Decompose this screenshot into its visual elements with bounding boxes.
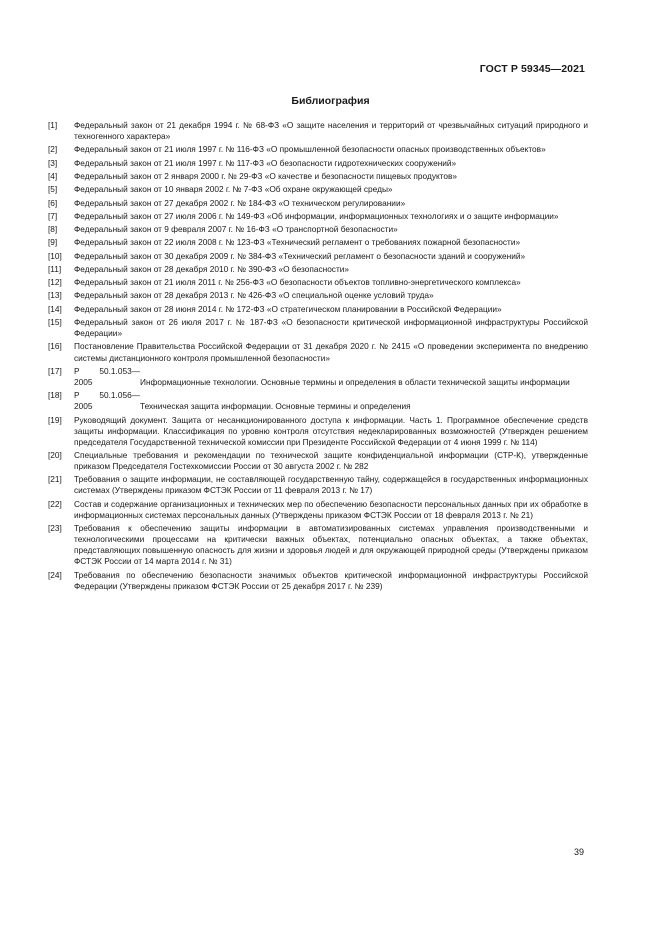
entry-text (74, 277, 588, 288)
entry-number: [18] (48, 390, 62, 401)
entry-number: [16] (48, 341, 62, 352)
bibliography-entry (48, 290, 588, 301)
entry-number: [7] (48, 210, 58, 221)
bibliography-entry (48, 171, 588, 182)
entry-text (74, 366, 588, 388)
entry-number: [5] (48, 184, 58, 195)
entry-body: Федеральный закон от 26 июля 2017 г. № 187-ФЗ «О безопасности критической информационной инфраструктуры Российской Федерации» (74, 317, 588, 339)
bibliography-entry (48, 474, 588, 496)
entry-body: Федеральный закон от 10 января 2002 г. № 7-ФЗ «Об охране окружающей среды» (74, 184, 393, 195)
entry-body: Руководящий документ. Защита от несанкционированного доступа к информации. Часть 1. Программное обеспечение средств защиты информации. Классификация по уровню контроля отсутствия недекларированных возможностей (Утвержден решением председателя Государственной технической комиссии при Президенте Российской Федерации от 4 июня 1999 г. № 114) (74, 414, 588, 447)
entry-body: Федеральный закон от 22 июля 2008 г. № 123-ФЗ «Технический регламент о требованиях пожарной безопасности» (74, 237, 521, 248)
entry-body: Требования о защите информации, не составляющей государственную тайну, содержащейся в государственных информационных системах (Утверждены приказом ФСТЭК России от 11 февраля 2013 г. № 17) (74, 474, 588, 496)
bibliography-entry (48, 450, 588, 472)
entry-body: Федеральный закон от 27 декабря 2002 г. № 184-ФЗ «О техническом регулировании» (74, 197, 406, 208)
entry-number: [3] (48, 157, 58, 168)
entry-body: Федеральный закон от 9 февраля 2007 г. № 16-ФЗ «О транспортной безопасности» (74, 224, 398, 235)
entry-number: [13] (48, 290, 62, 301)
entry-code: Р 50.1.056—2005 (74, 390, 140, 412)
entry-number: [19] (48, 414, 62, 425)
entry-text (74, 211, 588, 222)
entry-body: Требования по обеспечению безопасности значимых объектов критической информационной инфраструктуры Российской Федерации (Утверждены приказом ФСТЭК России от 25 декабря 2017 г. № 239) (74, 569, 588, 591)
entry-body: Федеральный закон от 21 июля 1997 г. № 116-ФЗ «О промышленной безопасности опасных производственных объектов» (74, 144, 546, 155)
bibliography-entry (48, 277, 588, 288)
entry-body: Федеральный закон от 21 декабря 1994 г. № 68-ФЗ «О защите населения и территорий от чрезвычайных ситуаций природного и техногенного характера» (74, 120, 588, 142)
entry-text (74, 290, 588, 301)
bibliography-entry (48, 144, 588, 155)
entry-body: Специальные требования и рекомендации по технической защите конфиденциальной информации (СТР-К), утвержденные приказом Председателя Гостехкомиссии России от 30 августа 2002 г. № 282 (74, 450, 588, 472)
entry-number: [17] (48, 365, 62, 376)
entry-number: [11] (48, 263, 62, 274)
entry-number: [12] (48, 277, 62, 288)
entry-number: [9] (48, 237, 58, 248)
entry-text (74, 251, 588, 262)
entry-number: [22] (48, 498, 62, 509)
entry-body: Федеральный закон от 28 июня 2014 г. № 172-ФЗ «О стратегическом планировании в Российской Федерации» (74, 303, 502, 314)
bibliography-entry (48, 304, 588, 315)
entry-text (74, 144, 588, 155)
bibliography-entry (48, 390, 588, 412)
entry-text (74, 341, 588, 363)
entry-body: Федеральный закон от 2 января 2000 г. № 29-ФЗ «О качестве и безопасности пищевых продуктов» (74, 170, 458, 181)
entry-text (74, 237, 588, 248)
bibliography-entry (48, 224, 588, 235)
bibliography-entry (48, 317, 588, 339)
entry-body: Федеральный закон от 21 июля 2011 г. № 256-ФЗ «О безопасности объектов топливно-энергетического комплекса» (74, 277, 521, 288)
entry-body: Федеральный закон от 28 декабря 2010 г. № 390-ФЗ «О безопасности» (74, 263, 349, 274)
bibliography-entry (48, 499, 588, 521)
entry-body: Федеральный закон от 27 июля 2006 г. № 149-ФЗ «Об информации, информационных технологиях и о защите информации» (74, 210, 559, 221)
entry-number: [14] (48, 303, 62, 314)
standard-number: ГОСТ Р 59345—2021 (479, 63, 585, 75)
entry-text (74, 499, 588, 521)
bibliography-entry (48, 366, 588, 388)
bibliography-entry (48, 523, 588, 567)
entry-body: Федеральный закон от 21 июля 1997 г. № 117-ФЗ «О безопасности гидротехнических сооружений» (74, 157, 457, 168)
bibliography-entry (48, 415, 588, 448)
bibliography-entry (48, 158, 588, 169)
entry-body: Федеральный закон от 30 декабря 2009 г. № 384-ФЗ «Технический регламент о безопасности зданий и сооружений» (74, 250, 526, 261)
entry-text (74, 198, 588, 209)
bibliography-entry (48, 251, 588, 262)
entry-body: Федеральный закон от 28 декабря 2013 г. № 426-ФЗ «О специальной оценке условий труда» (74, 290, 434, 301)
entry-body: Требования к обеспечению защиты информации в автоматизированных системах управления производственными и технологическими процессами на критически важных объектах, потенциально опасных объектах, а также объектах, представляющих повышенную опасность для жизни и здоровья людей и для окружающей природной среды (Утверждены приказом ФСТЭК России от 14 марта 2014 г. № 31) (74, 523, 588, 567)
entry-number: [6] (48, 197, 58, 208)
bibliography-entry (48, 120, 588, 142)
entry-text (74, 171, 588, 182)
entry-number: [24] (48, 569, 62, 580)
entry-text (74, 390, 588, 412)
entry-text (74, 474, 588, 496)
entry-number: [1] (48, 120, 58, 130)
entry-text (74, 450, 588, 472)
entry-number: [4] (48, 170, 58, 181)
entry-number: [2] (48, 144, 58, 155)
entry-number: [8] (48, 224, 58, 235)
entry-body: Состав и содержание организационных и технических мер по обеспечению безопасности персональных данных при их обработке в информационных системах персональных данных (Утверждены приказом ФСТЭК России от 18 февраля 2013 г. № 21) (74, 498, 588, 520)
bibliography-list (48, 120, 588, 594)
entry-text (74, 570, 588, 592)
entry-number: [10] (48, 250, 62, 261)
entry-number: [15] (48, 317, 62, 328)
entry-text (74, 184, 588, 195)
entry-text (74, 304, 588, 315)
entry-body: Техническая защита информации. Основные термины и определения (140, 401, 411, 412)
entry-text (74, 120, 588, 142)
bibliography-entry (48, 198, 588, 209)
bibliography-entry (48, 184, 588, 195)
entry-code: Р 50.1.053—2005 (74, 365, 140, 387)
section-heading: Библиография (291, 95, 370, 107)
bibliography-entry (48, 211, 588, 222)
entry-text (74, 224, 588, 235)
entry-number: [20] (48, 450, 62, 460)
entry-text (74, 523, 588, 567)
entry-text (74, 317, 588, 339)
entry-number: [23] (48, 523, 62, 534)
entry-text (74, 264, 588, 275)
bibliography-entry (48, 570, 588, 592)
bibliography-entry (48, 264, 588, 275)
page-number: 39 (573, 847, 584, 857)
entry-text (74, 158, 588, 169)
entry-number: [21] (48, 474, 62, 485)
entry-body: Постановление Правительства Российской Федерации от 31 декабря 2020 г. № 2415 «О проведении эксперимента по внедрению системы дистанционного контроля промышленной безопасности» (74, 341, 588, 363)
entry-body: Информационные технологии. Основные термины и определения в области технической защиты информации (140, 376, 570, 387)
entry-text (74, 415, 588, 448)
bibliography-entry (48, 237, 588, 248)
bibliography-entry (48, 341, 588, 363)
